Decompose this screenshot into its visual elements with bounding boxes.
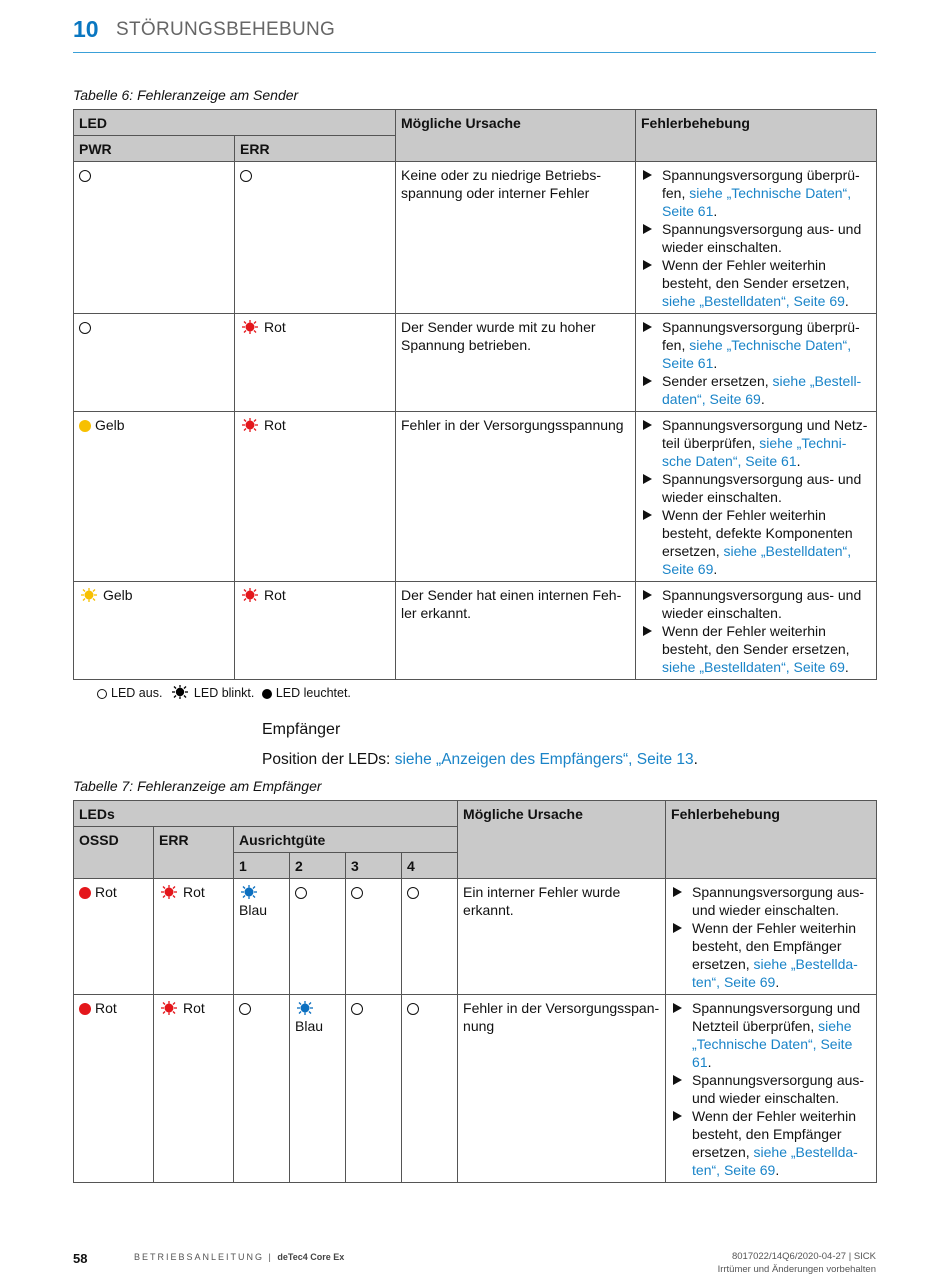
table-row [74,314,877,412]
bullet-arrow-icon [643,626,652,636]
cause-cell: Fehler in der Versorgungsspannung [396,412,636,582]
led-off-icon [407,887,419,899]
table7-caption: Tabelle 7: Fehleranzeige am Empfänger [73,778,322,794]
err-led-cell [235,412,396,582]
pwr-led-cell [74,412,235,582]
t6-header-fix: Fehlerbehebung [636,110,877,162]
t7-header-cause: Mögliche Ursache [458,801,666,879]
led-blink-icon [239,885,259,899]
t6-header-led: LED [74,110,396,136]
alignment-led-cell [402,995,458,1183]
bullet-arrow-icon [643,590,652,600]
led-label: Rot [264,319,286,335]
fix-step: Spannungsversorgung aus- und wieder einschalten. [641,586,872,622]
cause-cell: Keine oder zu niedrige Betriebs-spannung oder interner Fehler [396,162,636,314]
led-on-icon [79,887,91,899]
bullet-arrow-icon [643,376,652,386]
led-off-icon [351,1003,363,1015]
cross-reference-link[interactable]: siehe „Technische Daten“, Seite 61 [662,185,852,219]
table-row [74,582,877,680]
led-off-icon [97,689,107,699]
fix-step: Spannungsversorgung aus- und wieder einschalten. [671,1071,872,1107]
alignment-led-cell [234,995,290,1183]
cause-cell: Der Sender wurde mit zu hoher Spannung betrieben. [396,314,636,412]
led-label: Rot [264,587,286,603]
cause-cell: Fehler in der Versorgungsspan-nung [458,995,666,1183]
err-led-cell [154,995,234,1183]
cross-reference-link[interactable]: siehe „Bestellda-ten“, Seite 69 [692,956,858,990]
cause-cell: Der Sender hat einen internen Feh-ler erkannt. [396,582,636,680]
led-off-icon [407,1003,419,1015]
table-row [74,412,877,582]
led-off-icon [351,887,363,899]
t7-header-ossd: OSSD [74,827,154,879]
led-off-icon [79,322,91,334]
receiver-heading: Empfänger [262,721,341,738]
chapter-number: 10 [73,16,99,42]
fix-step: Spannungsversorgung und Netzteil überprüfen, siehe „Technische Daten“, Seite 61. [671,999,872,1071]
t7-header-a3: 3 [346,853,402,879]
legend-off-text: LED aus. [111,686,163,700]
led-label: Rot [95,1000,117,1016]
bullet-arrow-icon [673,1075,682,1085]
bullet-arrow-icon [643,224,652,234]
bullet-arrow-icon [643,322,652,332]
t7-header-leds: LEDs [74,801,458,827]
footer-doc-id: 8017022/14Q6/2020-04-27 | SICK [731,1251,876,1262]
led-label: Blau [239,902,268,918]
fix-cell [636,162,877,314]
fix-step: Spannungsversorgung überprü-fen, siehe „Technische Daten“, Seite 61. [641,318,872,372]
alignment-led-cell [402,879,458,995]
led-blink-icon [295,1001,315,1015]
fix-step: Spannungsversorgung aus- und wieder einschalten. [641,470,872,506]
footer-doc-title: BETRIEBSANLEITUNG | deTec4 Core Ex [134,1252,345,1262]
fix-cell [636,314,877,412]
fix-step: Sender ersetzen, siehe „Bestell-daten“, Seite 69. [641,372,872,408]
fix-step: Spannungsversorgung und Netz-teil überprüfen, siehe „Techni-sche Daten“, Seite 61. [641,416,872,470]
led-blink-icon [240,418,260,432]
t6-header-cause: Mögliche Ursache [396,110,636,162]
led-blink-icon [159,885,179,899]
led-legend [97,685,355,700]
bullet-arrow-icon [673,1003,682,1013]
led-blink-icon [170,685,190,699]
led-blink-icon [79,588,99,602]
err-led-cell [235,314,396,412]
fix-step: Wenn der Fehler weiterhin besteht, den Sender ersetzen, siehe „Bestelldaten“, Seite 69. [641,256,872,310]
fix-step: Spannungsversorgung überprü-fen, siehe „Technische Daten“, Seite 61. [641,166,872,220]
err-led-cell [154,879,234,995]
t6-header-pwr: PWR [74,136,235,162]
pwr-led-cell [74,314,235,412]
led-label: Rot [95,884,117,900]
fix-step: Wenn der Fehler weiterhin besteht, den Empfänger ersetzen, siehe „Bestellda-ten“, Seite 69. [671,1107,872,1179]
ossd-led-cell [74,879,154,995]
cross-reference-link[interactable]: siehe „Bestellda-ten“, Seite 69 [692,1144,858,1178]
cross-reference-link[interactable]: siehe „Bestelldaten“, Seite 69 [662,543,852,577]
table-row [74,995,877,1183]
bullet-arrow-icon [643,474,652,484]
cross-reference-link[interactable]: siehe „Bestelldaten“, Seite 69 [662,293,845,309]
t7-header-a4: 4 [402,853,458,879]
fix-step: Spannungsversorgung aus- und wieder einschalten. [641,220,872,256]
led-on-icon [79,1003,91,1015]
led-label: Blau [295,1018,324,1034]
cross-reference-link[interactable]: siehe „Technische Daten“, Seite 61 [662,337,852,371]
fix-cell [666,879,877,995]
led-on-icon [262,689,272,699]
t6-header-err: ERR [235,136,396,162]
receiver-position-text: Position der LEDs: siehe „Anzeigen des Empfängers“, Seite 13. [262,751,698,768]
err-led-cell [235,162,396,314]
cross-reference-link[interactable]: siehe „Bestell-daten“, Seite 69 [662,373,862,407]
table-row [74,879,877,995]
table6 [73,109,877,680]
t7-header-a2: 2 [290,853,346,879]
footer-disclaimer: Irrtümer und Änderungen vorbehalten [717,1264,876,1275]
footer-doc-info [718,1250,876,1276]
bullet-arrow-icon [673,887,682,897]
bullet-arrow-icon [643,510,652,520]
pwr-led-cell [74,582,235,680]
t7-header-fix: Fehlerbehebung [666,801,877,879]
pwr-led-cell [74,162,235,314]
led-off-icon [79,170,91,182]
fix-step: Wenn der Fehler weiterhin besteht, den Sender ersetzen, siehe „Bestelldaten“, Seite 69. [641,622,872,676]
bullet-arrow-icon [673,1111,682,1121]
led-blink-icon [240,588,260,602]
chapter-header [73,14,876,53]
led-label: Rot [264,417,286,433]
led-on-icon [79,420,91,432]
bullet-arrow-icon [643,260,652,270]
led-label: Gelb [103,587,133,603]
fix-cell [666,995,877,1183]
footer-page-number: 58 [73,1251,88,1266]
table7 [73,800,877,1183]
fix-cell [636,412,877,582]
t7-header-align: Ausrichtgüte [234,827,458,853]
err-led-cell [235,582,396,680]
ossd-led-cell [74,995,154,1183]
led-off-icon [239,1003,251,1015]
fix-cell [636,582,877,680]
led-label: Rot [183,884,205,900]
led-off-icon [295,887,307,899]
table6-caption: Tabelle 6: Fehleranzeige am Sender [73,87,299,103]
legend-blink-text: LED blinkt. [193,686,255,700]
led-label: Gelb [95,417,125,433]
cross-reference-link[interactable]: siehe „Technische Daten“, Seite 61 [692,1018,853,1070]
bullet-arrow-icon [643,420,652,430]
legend-on-text: LED leuchtet. [275,686,351,700]
cross-reference-link[interactable]: siehe „Techni-sche Daten“, Seite 61 [662,435,847,469]
led-label: Rot [183,1000,205,1016]
alignment-led-cell [290,995,346,1183]
fix-step: Wenn der Fehler weiterhin besteht, den Empfänger ersetzen, siehe „Bestellda-ten“, Seite 69. [671,919,872,991]
bullet-arrow-icon [673,923,682,933]
bullet-arrow-icon [643,170,652,180]
receiver-position-link[interactable]: siehe „Anzeigen des Empfängers“, Seite 13 [394,751,694,768]
fix-step: Spannungsversorgung aus- und wieder einschalten. [671,883,872,919]
chapter-title: STÖRUNGSBEHEBUNG [116,19,336,40]
alignment-led-cell [346,879,402,995]
fix-step: Wenn der Fehler weiterhin besteht, defekte Komponenten ersetzen, siehe „Bestelldaten“, Seite 69. [641,506,872,578]
led-off-icon [240,170,252,182]
alignment-led-cell [290,879,346,995]
t7-header-err: ERR [154,827,234,879]
alignment-led-cell [346,995,402,1183]
cross-reference-link[interactable]: siehe „Bestelldaten“, Seite 69 [662,659,845,675]
cause-cell: Ein interner Fehler wurde erkannt. [458,879,666,995]
table-row [74,162,877,314]
t7-header-a1: 1 [234,853,290,879]
led-blink-icon [240,320,260,334]
led-blink-icon [159,1001,179,1015]
alignment-led-cell [234,879,290,995]
